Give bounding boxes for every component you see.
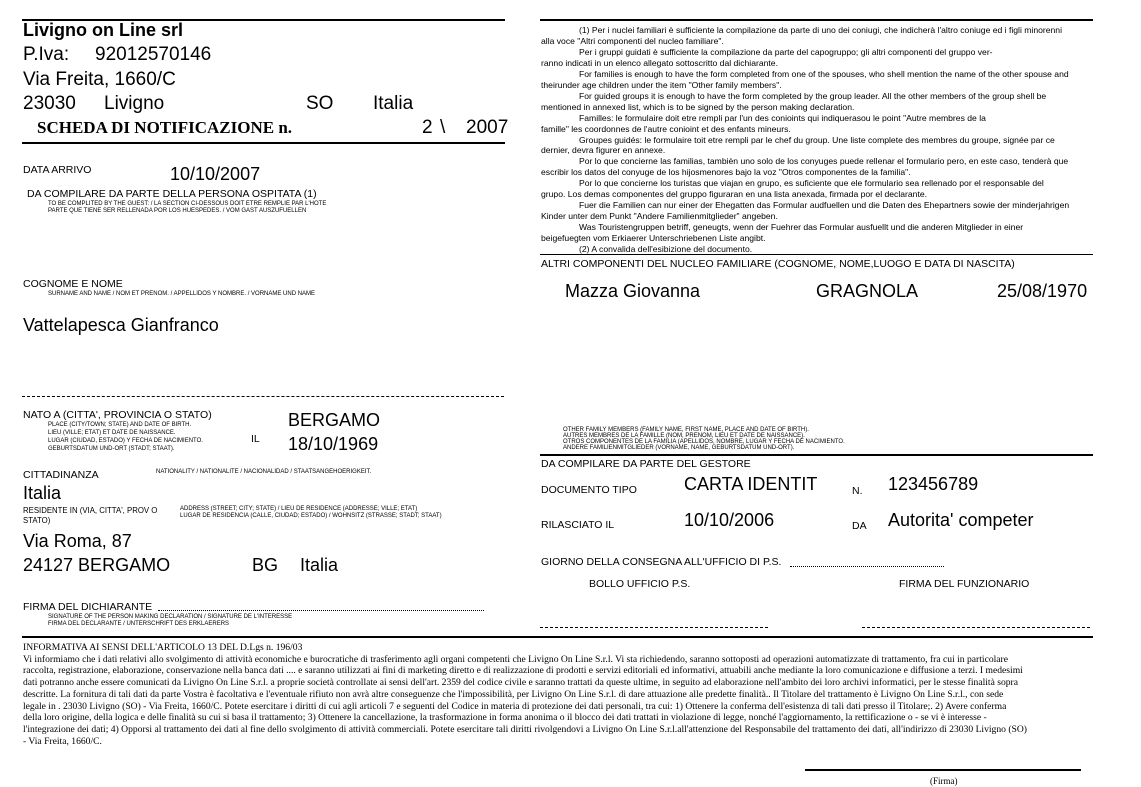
doc-type-label: DOCUMENTO TIPO	[541, 484, 637, 496]
birth-place: BERGAMO	[288, 410, 381, 430]
issued-value: 10/10/2006	[684, 510, 775, 530]
company-province: SO	[306, 93, 334, 114]
surname-dashed-divider	[22, 396, 504, 397]
manager-heading: DA COMPILARE DA PARTE DEL GESTORE	[541, 458, 751, 470]
residence-translation-2: LUGAR DE RESIDENCIA (CALLE, CIUDAD; ESTADO) / WOHNSITZ (STRASSE; STADT; STAAT)	[180, 513, 442, 519]
delivery-label: GIORNO DELLA CONSEGNA ALL'UFFICIO DI P.S.	[541, 556, 782, 568]
birth-translation-2: LIEU (VILLE; ETAT) ET DATE DE NAISSANCE.	[48, 430, 176, 436]
footnotes	[541, 25, 1096, 255]
footnote-line: Por lo que concierne las familias, tambièn uno solo de los conyuges puede rellenar el formulario pero, en este caso, tenderà que	[579, 156, 1069, 167]
company-country: Italia	[373, 93, 414, 114]
birth-il-label: IL	[251, 433, 260, 445]
residence-province: BG	[252, 555, 279, 575]
residence-street: Via Roma, 87	[23, 531, 132, 551]
signature-label: (Firma)	[930, 776, 958, 786]
arrival-date: 10/10/2007	[170, 164, 261, 184]
footnote-line: Was Touristengruppen betriff, geneugts, wenn der Fuehrer das Formular ausfuellt und die anderen Mitglieder in einer	[579, 222, 1024, 233]
doc-type-value: CARTA IDENTIT	[684, 474, 818, 494]
residence-country: Italia	[300, 555, 339, 575]
residence-label: RESIDENTE IN (VIA, CITTA', PROV O STATO)	[23, 506, 158, 525]
family-label: ALTRI COMPONENTI DEL NUCLEO FAMILIARE (COGNOME, NOME,LUOGO E DATA DI NASCITA)	[541, 258, 1015, 270]
guest-section-translation-1: TO BE COMPLITED BY THE GUEST: / LA SECTION CI-DESSOUS DOIT ETRE REMPLIE PAR L'HOTE	[48, 201, 327, 207]
guest-section-heading: DA COMPILARE DA PARTE DELLA PERSONA OSPITATA (1)	[27, 188, 317, 200]
notes-divider	[540, 254, 1093, 255]
residence-translation-1: ADDRESS (STREET; CITY; STATE) / LIEU DE RESIDENCE (ADDRESSE; VILLE; ETAT)	[180, 506, 418, 512]
footnote-line: escribir los datos del conyuge de los hijosmenores bajo la voz "Otros componentes de la familia".	[541, 167, 911, 178]
privacy-line: Vi informiamo che i dati relativi allo svolgimento di attività economiche e burocratiche di trasferimento agli organi competenti che Livigno On Line S.r.l. Vi sta richiedendo, saranno sottoposti ad operazioni automatizzate di trattamento, fra cui in particolare	[23, 653, 1009, 665]
privacy-line: raccolta, registrazione, elaborazione, conservazione nella banca dati .... e saranno utilizzati ai fini di marketing diretto e di realizzazione di prodotti e servizi editoriali ed informativi, attuabili anche mediante la loro comunicazione e diffusione a terzi. I medesimi	[23, 665, 1023, 677]
birth-translation-4: GEBURTSDATUM UND-ORT (STADT; STAAT).	[48, 446, 175, 452]
family-translation-1: OTHER FAMILY MEMBERS (FAMILY NAME, FIRST NAME, PLACE AND DATE OF BIRTH).	[563, 427, 809, 433]
surname-translations: SURNAME AND NAME / NOM ET PRENOM. / APPELLIDOS Y NOMBRE. / VORNAME UND NAME	[48, 291, 316, 297]
form-number: 2	[422, 117, 433, 138]
privacy-line: descritte. La fornitura di tali dati da parte Vostra è facoltativa e l'eventuale rifiuto non avrà altre conseguenze che l'impossibilità, per Livigno On Line S.r.l. di dare attuazione alle predette finalità.. Il Titolare del trattamento è Livigno On Line S.r.l., con sede	[23, 688, 1004, 700]
delivery-dotted-line	[790, 566, 944, 567]
vat-number: 92012570146	[95, 44, 212, 65]
birth-translation-3: LUGAR (CIUDAD, ESTADO) Y FECHA DE NACIMIENTO.	[48, 438, 203, 444]
declarant-signature-line	[158, 610, 484, 611]
footnote-line: Por lo que concierne los turistas que viajan en grupo, es suficiente que ele formulario sea rellenado por el responsable del	[579, 178, 1044, 189]
guest-section-translation-2: PARTE QUE TIENE SER RELLENADA POR LOS HUESPEDES. / VOM GAST AUSZUFUELLEN	[48, 208, 307, 214]
form-year: 2007	[466, 117, 509, 138]
family-translation-4: ANDERE FAMILIENMITGLIEDER (VORNAME, NAME, GEBURTSDATUM UND-ORT).	[563, 445, 795, 451]
footnote-line: mentioned in annexed list, which is to be signed by the person making declaration.	[541, 101, 855, 112]
birth-label: NATO A (CITTA', PROVINCIA O STATO)	[23, 409, 212, 421]
manager-rule	[540, 454, 1093, 456]
declarant-translation-2: FIRMA DEL DECLARANTE / UNTERSCHRIFT DES ERKLAERERS	[48, 621, 230, 627]
form-separator: \	[440, 117, 446, 138]
privacy-line: della loro origine, della logica e delle finalità su cui si basa il trattamento; 3) Ottenere la cancellazione, la trasformazione in forma anonima o il blocco dei dati trattati in violazione di legge, nonché l'aggiornamento, la rettificazione o - se vi è interesse -	[23, 712, 987, 724]
citizenship-label: CITTADINANZA	[23, 469, 99, 481]
family-translation-3: OTROS COMPONENTES DE LA FAMILIA (APELLIDOS, NOMBRE, LUGAR Y FECHA DE NACIMIENTO.	[563, 439, 845, 445]
footnote-line: grupo. Los demas componentes del gruppo figuraran en una lista anexada, firmada por el declarante.	[541, 189, 928, 200]
footnote-line: famille" les coordonnes de l'autre conioint et des enfants mineurs.	[541, 123, 791, 134]
company-zip: 23030	[23, 93, 76, 114]
footnote-line: Familles: le formulaire doit etre rempli par l'un des conioints qui indiquerasou le point "Autre membres de la	[579, 112, 986, 123]
privacy-notice	[23, 642, 1108, 747]
declarant-translation-1: SIGNATURE OF THE PERSON MAKING DECLARATION / SIGNATURE DE L'INTERESSE	[48, 614, 293, 620]
footnote-line: For guided groups it is enough to have the form completed by the group leader. All the other members of the group shell be	[579, 90, 1047, 101]
footnote-line: beigefuegten vom Erkiaerer Unterschriebenen Liste angibt.	[541, 233, 766, 244]
family-member-date: 25/08/1970	[997, 281, 1088, 301]
birth-translation-1: PLACE (CITY/TOWN; STATE) AND DATE OF BIRTH.	[48, 422, 192, 428]
issued-by-value: Autorita' competer	[888, 510, 1034, 530]
declarant-signature-label: FIRMA DEL DICHIARANTE	[23, 601, 153, 613]
surname-label: COGNOME E NOME	[23, 278, 123, 290]
privacy-line: dati potranno anche essere comunicati da Livigno On Line S.r.l. a proprie società controllate ai sensi dell'art. 2359 del codice civile e saranno trattati da queste ultime, in seguito ad elaborazione nell'ambito dei loro archivi informatici, per le stesse finalità sopra	[23, 677, 1019, 689]
footnote-line: For families is enough to have the form completed from one of the spouses, who shell mention the name of the other spouse and	[579, 68, 1069, 79]
form-title: SCHEDA DI NOTIFICAZIONE n.	[37, 118, 293, 137]
footnote-line: (1) Per i nuclei familiari è sufficiente la compilazione da parte di uno dei coniugi, che indicherà l'altro coniuge ed i figli minorenni	[579, 25, 1062, 35]
family-member-place: GRAGNOLA	[816, 281, 919, 301]
arrival-label: DATA ARRIVO	[23, 164, 92, 176]
top-rule-right	[540, 19, 1093, 21]
privacy-line: - Via Freita, 1660/C.	[23, 735, 102, 747]
residence-zip-city: 24127 BERGAMO	[23, 555, 171, 575]
footnote-line: Fuer die Familien can nur einer der Ehegatten das Formular audfuellen und die Daten des Ehepartners sowie der minderjahrigen	[579, 200, 1070, 211]
company-city: Livigno	[104, 93, 165, 114]
doc-number-value: 123456789	[888, 474, 979, 494]
family-member-name: Mazza Giovanna	[565, 281, 701, 301]
stamp-dashed-line	[540, 627, 768, 628]
privacy-rule	[22, 636, 1093, 638]
doc-number-label: N.	[852, 485, 863, 497]
citizenship-translations: NATIONALITY / NATIONALITE / NACIONALIDAD / STAATSANGEHOERIGKEIT.	[156, 469, 372, 475]
footnote-line: alla voce "Altri componenti del nucleo familiare".	[541, 35, 724, 46]
footnote-line: Per i gruppi guidati è sufficiente la compilazione da parte del capogruppo; gli altri componenti del gruppo ver-	[579, 46, 993, 57]
footnote-line: ranno indicati in un elenco allegato sottoscritto dal dichiarante.	[541, 57, 778, 68]
stamp-label: BOLLO UFFICIO P.S.	[589, 578, 691, 590]
birth-date: 18/10/1969	[288, 434, 379, 454]
privacy-line: legale in . 23030 Livigno (SO) - Via Freita, 1660/C. Potete esercitare i diritti di cui agli articoli 7 e seguenti del Codice in materia di protezione dei dati personali, tra cui: 1) Ottenere la conferma dell'esistenza di tali dati presso il Titolare;. 2) Avere conferma	[23, 700, 1007, 712]
family-translation-2: AUTRES MEMBRES DE LA FAMILLE (NOM, PRENOM, LIEU ET DATE DE NAISSANCE).	[563, 433, 805, 439]
footnote-line: Kinder unter dem Punkt "Andere Familienmitglieder" angeben.	[541, 211, 778, 222]
vat-label: P.Iva:	[23, 44, 70, 65]
title-rule	[22, 142, 505, 144]
company-address: Via Freita, 1660/C	[23, 69, 176, 90]
footnote-line: Groupes guidés: le formulaire toit etre rempli par le chef du group. Une liste complete des membres du groupe, signée par ce	[579, 134, 1055, 145]
citizenship-value: Italia	[23, 483, 62, 503]
issued-by-label: DA	[852, 520, 867, 532]
footnote-line: (2) A convalida dell'esibizione del documento.	[579, 244, 753, 255]
signature-line	[805, 769, 1081, 771]
footnote-line: dernier, devra figurer en annexe.	[541, 145, 666, 156]
officer-dashed-line	[862, 627, 1090, 628]
issued-label: RILASCIATO IL	[541, 519, 615, 531]
privacy-heading: INFORMATIVA AI SENSI DELL'ARTICOLO 13 DEL D.Lgs n. 196/03	[23, 642, 303, 653]
surname-value: Vattelapesca Gianfranco	[23, 315, 219, 335]
privacy-line: l'integrazione dei dati; 4) Opporsi al trattamento dei dati al fine dello svolgimento di attività commerciali. Potete esercitare tali diritti rivolgendovi a Livigno On Line S.r.l.all'attenzione del Responsabile del trattamento dei dati, all'indirizzo di 23030 Livigno (SO)	[23, 723, 1027, 735]
company-name: Livigno on Line srl	[23, 20, 184, 40]
officer-signature-label: FIRMA DEL FUNZIONARIO	[899, 578, 1030, 590]
footnote-line: theirunder age children under the item "Other family members".	[541, 79, 782, 90]
